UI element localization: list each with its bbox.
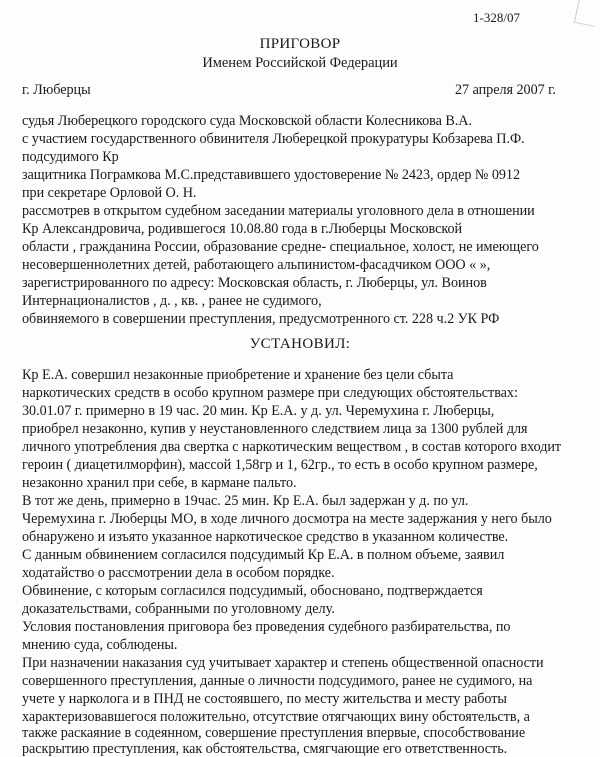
intro-line: рассмотрев в открытом судебном заседании материалы уголовного дела в отношении [22,203,535,219]
intro-line: области , гражданина России, образование средне- специальное, холост, не имеющего [22,239,539,255]
corner-handwritten-mark [574,0,599,27]
body-line: 30.01.07 г. примерно в 19 час. 20 мин. Кр Е.А. у д. ул. Черемухина г. Люберцы, [22,403,495,419]
intro-line: обвиняемого в совершении преступления, предусмотренного ст. 228 ч.2 УК РФ [22,311,500,327]
body-line: приобрел незаконно, купив у неустановленного следствием лица за 1300 рублей для [22,421,528,437]
body-line: При назначении наказания суд учитывает характер и степень общественной опасности [22,655,544,671]
body-line: Условия постановления приговора без проведения судебного разбирательства, по [22,619,511,635]
city: г. Люберцы [22,82,91,98]
body-line: ходатайство о рассмотрении дела в особом порядке. [22,565,335,581]
intro-line: с участием государственного обвинителя Люберецкой прокуратуры Кобзарева П.Ф. [22,131,525,147]
intro-line: несовершеннолетних детей, работающего альпинистом-фасадчиком ООО « », [22,257,491,273]
body-line: наркотических средств в особо крупном размере при следующих обстоятельствах: [22,385,518,401]
body-line: учете у нарколога и в ПНД не состоявшего, по месту жительства и месту работы [22,691,507,707]
body-line: доказательствами, собранными по уголовному делу. [22,601,335,617]
intro-line: Интернационалистов , д. , кв. , ранее не судимого, [22,293,322,309]
intro-line: подсудимого Кр [22,149,119,165]
intro-line: зарегистрированного по адресу: Московская область, г. Люберцы, ул. Воинов [22,275,487,291]
body-line: В тот же день, примерно в 19час. 25 мин. Кр Е.А. был задержан у д. по ул. [22,493,469,509]
intro-line: судья Люберецкого городского суда Московской области Колесникова В.А. [22,113,472,129]
body-line: Кр Е.А. совершил незаконные приобретение и хранение без цели сбыта [22,367,454,383]
body-line: личного употребления два свертка с наркотическим веществом , в состав которого входит [22,439,562,455]
body-line: Обвинение, с которым согласился подсудимый, обосновано, подтверждается [22,583,483,599]
document-subtitle: Именем Российской Федерации [202,55,398,71]
body-line: мнению суда, соблюдены. [22,637,178,653]
intro-line: защитника Пограмкова М.С.представившего удостоверение № 2423, ордер № 0912 [22,167,521,183]
body-line: героин ( диацетилморфин), массой 1,58гр и 1, 62гр., то есть в особо крупном размере, [22,457,538,473]
date: 27 апреля 2007 г. [455,82,556,98]
body-line: незаконно хранил при себе, в кармане пальто. [22,475,297,491]
document-title: ПРИГОВОР [259,36,341,52]
body-line: С данным обвинением согласился подсудимый Кр Е.А. в полном объеме, заявил [22,547,505,563]
body-line: совершенного преступления, данные о личности подсудимого, ранее не судимого, на [22,673,533,689]
case-number: 1-328/07 [473,10,520,25]
intro-line: Кр Александровича, родившегося 10.08.80 года в г.Люберцы Московской [22,221,463,237]
established-heading: УСТАНОВИЛ: [249,336,351,352]
body-line: также раскаяние в содеянном, совершение преступления впервые, способствование [22,725,526,741]
body-line: характеризовавшегося положительно, отсутствие отягчающих вину обстоятельств, а [22,709,530,725]
body-line: обнаружено и изъято указанное наркотическое средство в указанном количестве. [22,529,509,545]
body-line: Черемухина г. Люберцы МО, в ходе личного досмотра на месте задержания у него было [22,511,552,527]
intro-line: при секретаре Орловой О. Н. [22,185,197,201]
body-line: раскрытию преступления, как обстоятельства, смягчающие его ответственность. [22,741,508,757]
